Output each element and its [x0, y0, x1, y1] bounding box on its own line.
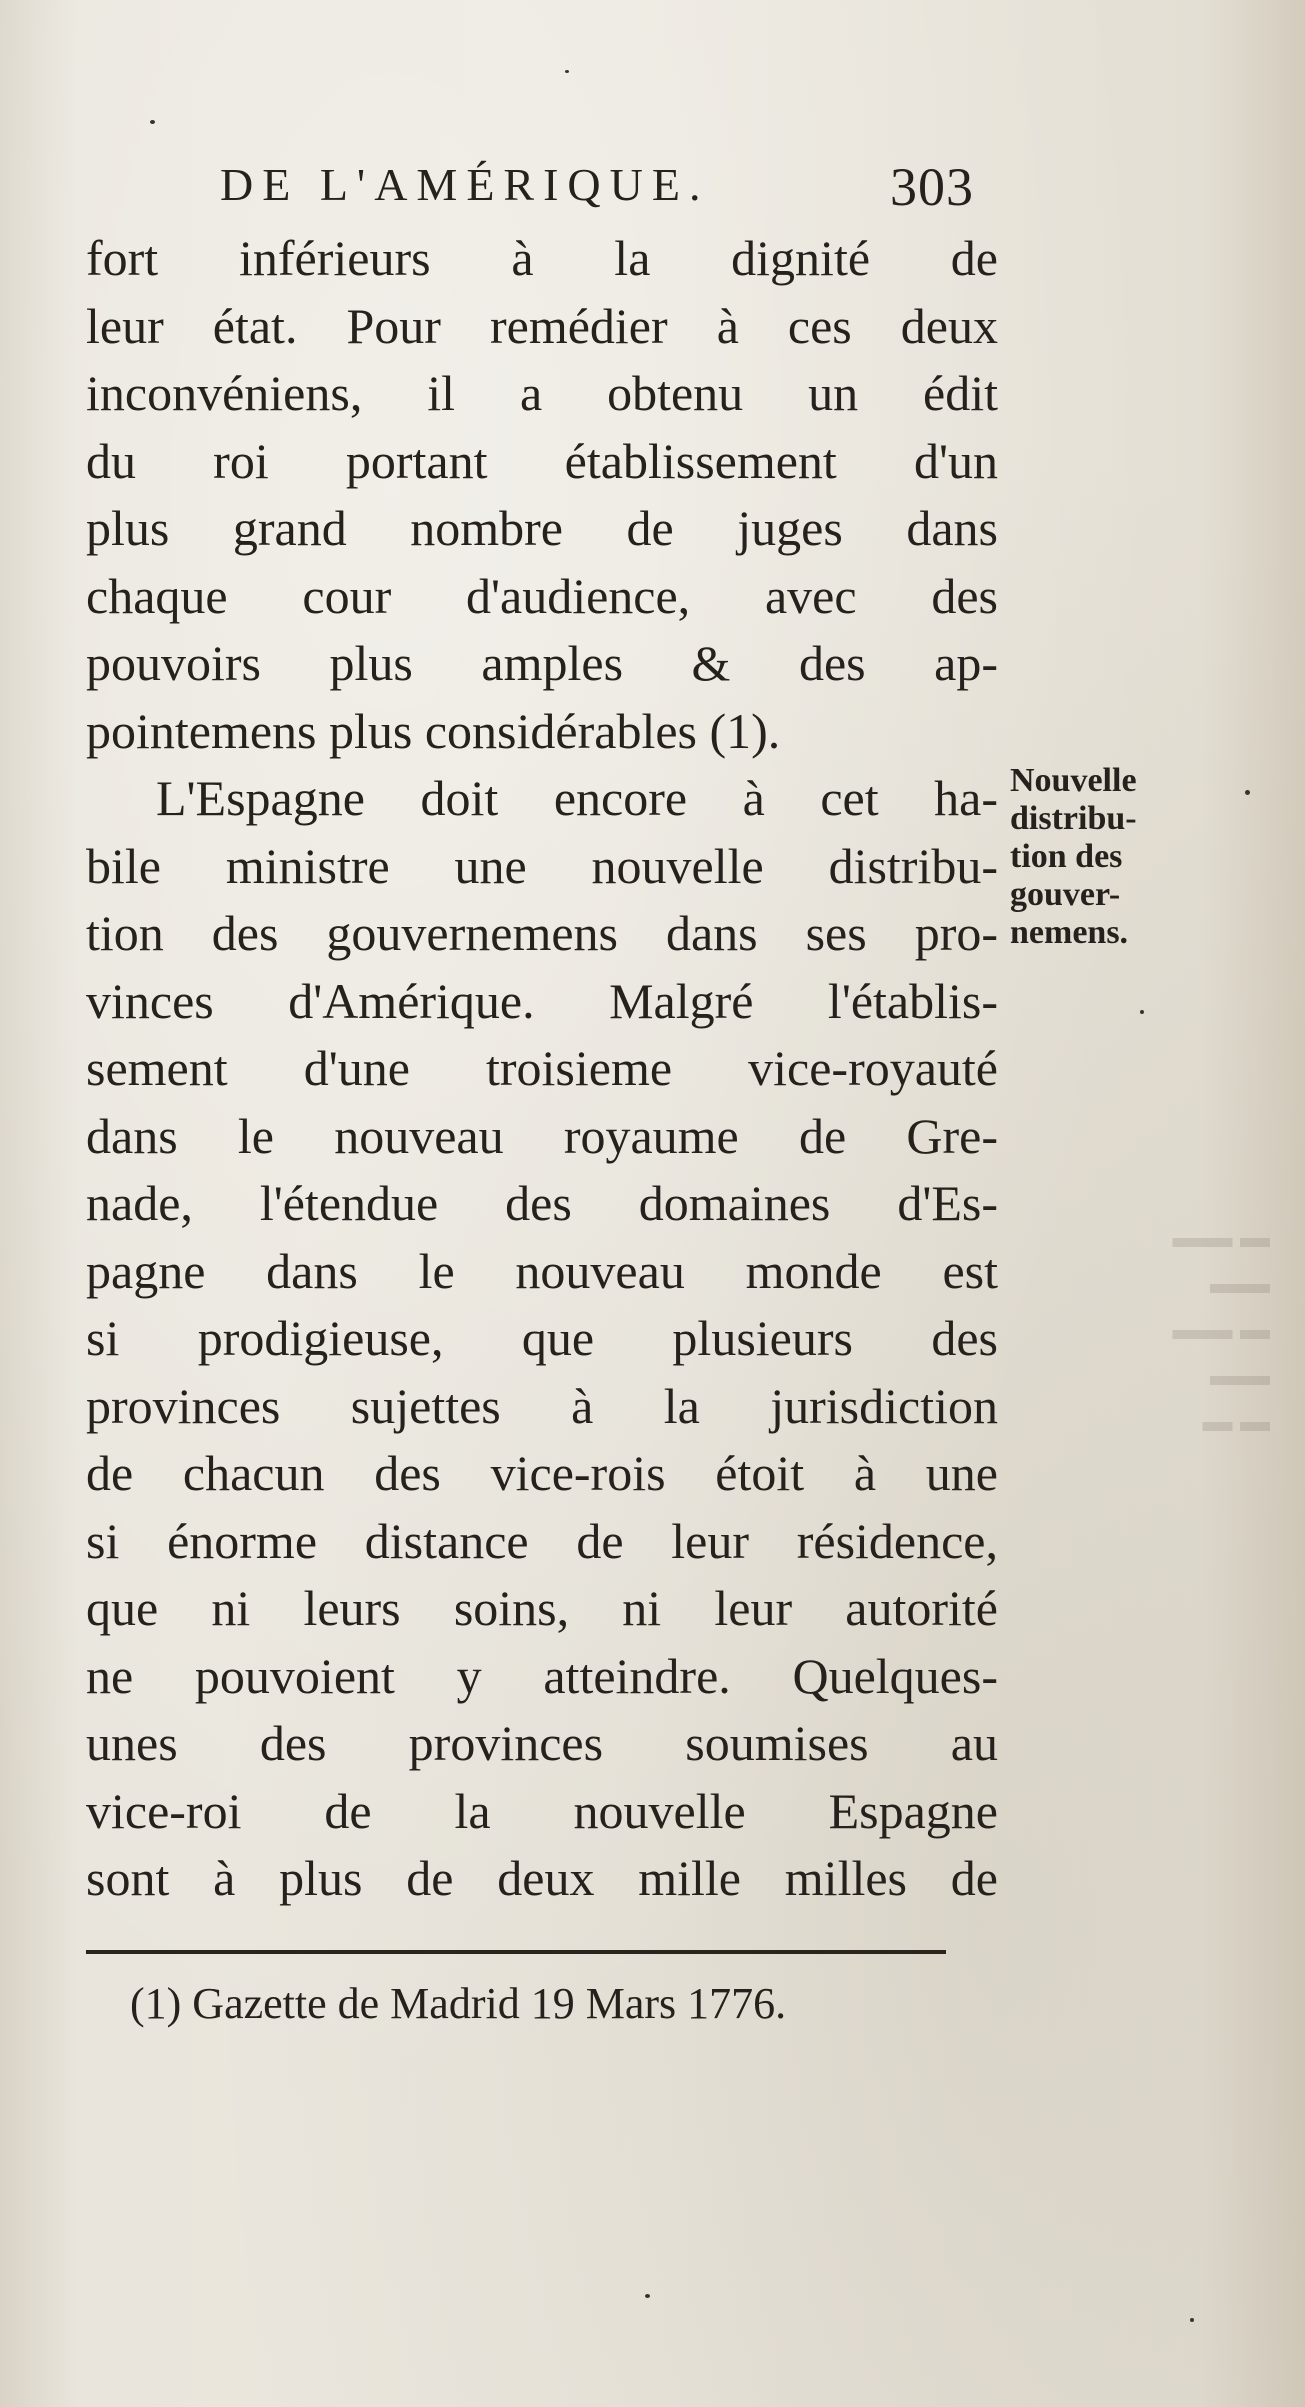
body-text	[86, 225, 998, 1913]
text-line: plus grand nombre de juges dans	[86, 500, 998, 556]
text-line: vinces d'Amérique. Malgré l'établis-	[86, 972, 998, 1029]
marginal-note-line: gouver-	[1010, 876, 1121, 913]
running-head	[220, 158, 1020, 218]
paper-speck	[1245, 790, 1250, 795]
running-head-title: DE L'AMÉRIQUE.	[220, 159, 710, 210]
text-line: leur état. Pour remédier à ces deux	[86, 297, 998, 354]
marginal-note-line: nemens.	[1010, 914, 1129, 951]
footnote-rule	[86, 1950, 946, 1954]
text-line: sont à plus de deux mille milles de	[86, 1850, 998, 1906]
text-line: de chacun des vice-rois étoit à une	[86, 1445, 998, 1501]
text-line: ne pouvoient y atteindre. Quelques-	[86, 1647, 998, 1704]
text-line: vice-roi de la nouvelle Espagne	[86, 1782, 998, 1839]
text-line: unes des provinces soumises au	[86, 1715, 998, 1771]
text-line: pointemens plus considérables (1).	[86, 702, 781, 759]
text-line: sement d'une troisieme vice-royauté	[86, 1040, 998, 1096]
text-line: dans le nouveau royaume de Gre-	[86, 1107, 998, 1164]
text-line: fort inférieurs à la dignité de	[86, 230, 998, 286]
marginal-note	[1010, 762, 1220, 952]
text-line: pouvoirs plus amples & des ap-	[86, 635, 998, 691]
footnote: (1) Gazette de Madrid 19 Mars 1776.	[130, 1979, 787, 2028]
text-line: tion des gouvernemens dans ses pro-	[86, 905, 998, 961]
show-through-ghost-text: ▬ ▬▬ ▬▬ ▬ ▬▬ ▬▬ ▬ ▬	[1172, 1221, 1270, 1438]
paper-speck	[645, 2294, 650, 2298]
page-number: 303	[890, 157, 974, 217]
text-line: inconvéniens, il a obtenu un édit	[86, 365, 998, 421]
text-line: provinces sujettes à la jurisdiction	[86, 1377, 998, 1434]
marginal-note-line: tion des	[1010, 838, 1123, 875]
paper-speck	[565, 70, 569, 73]
text-line: si prodigieuse, que plusieurs des	[86, 1310, 998, 1366]
marginal-note-line: Nouvelle	[1010, 762, 1137, 799]
paper-speck	[150, 120, 155, 124]
text-line: pagne dans le nouveau monde est	[86, 1242, 998, 1299]
marginal-note-line: distribu-	[1010, 800, 1137, 837]
paper-speck	[1140, 1010, 1144, 1014]
text-line: nade, l'étendue des domaines d'Es-	[86, 1175, 998, 1231]
paper-speck	[1190, 2318, 1194, 2322]
text-line: bile ministre une nouvelle distribu-	[86, 837, 998, 894]
text-line: si énorme distance de leur résidence,	[86, 1512, 998, 1569]
text-line: que ni leurs soins, ni leur autorité	[86, 1580, 998, 1636]
text-line: du roi portant établissement d'un	[86, 432, 998, 489]
text-line: L'Espagne doit encore à cet ha-	[156, 770, 998, 826]
text-line: chaque cour d'audience, avec des	[86, 567, 998, 624]
